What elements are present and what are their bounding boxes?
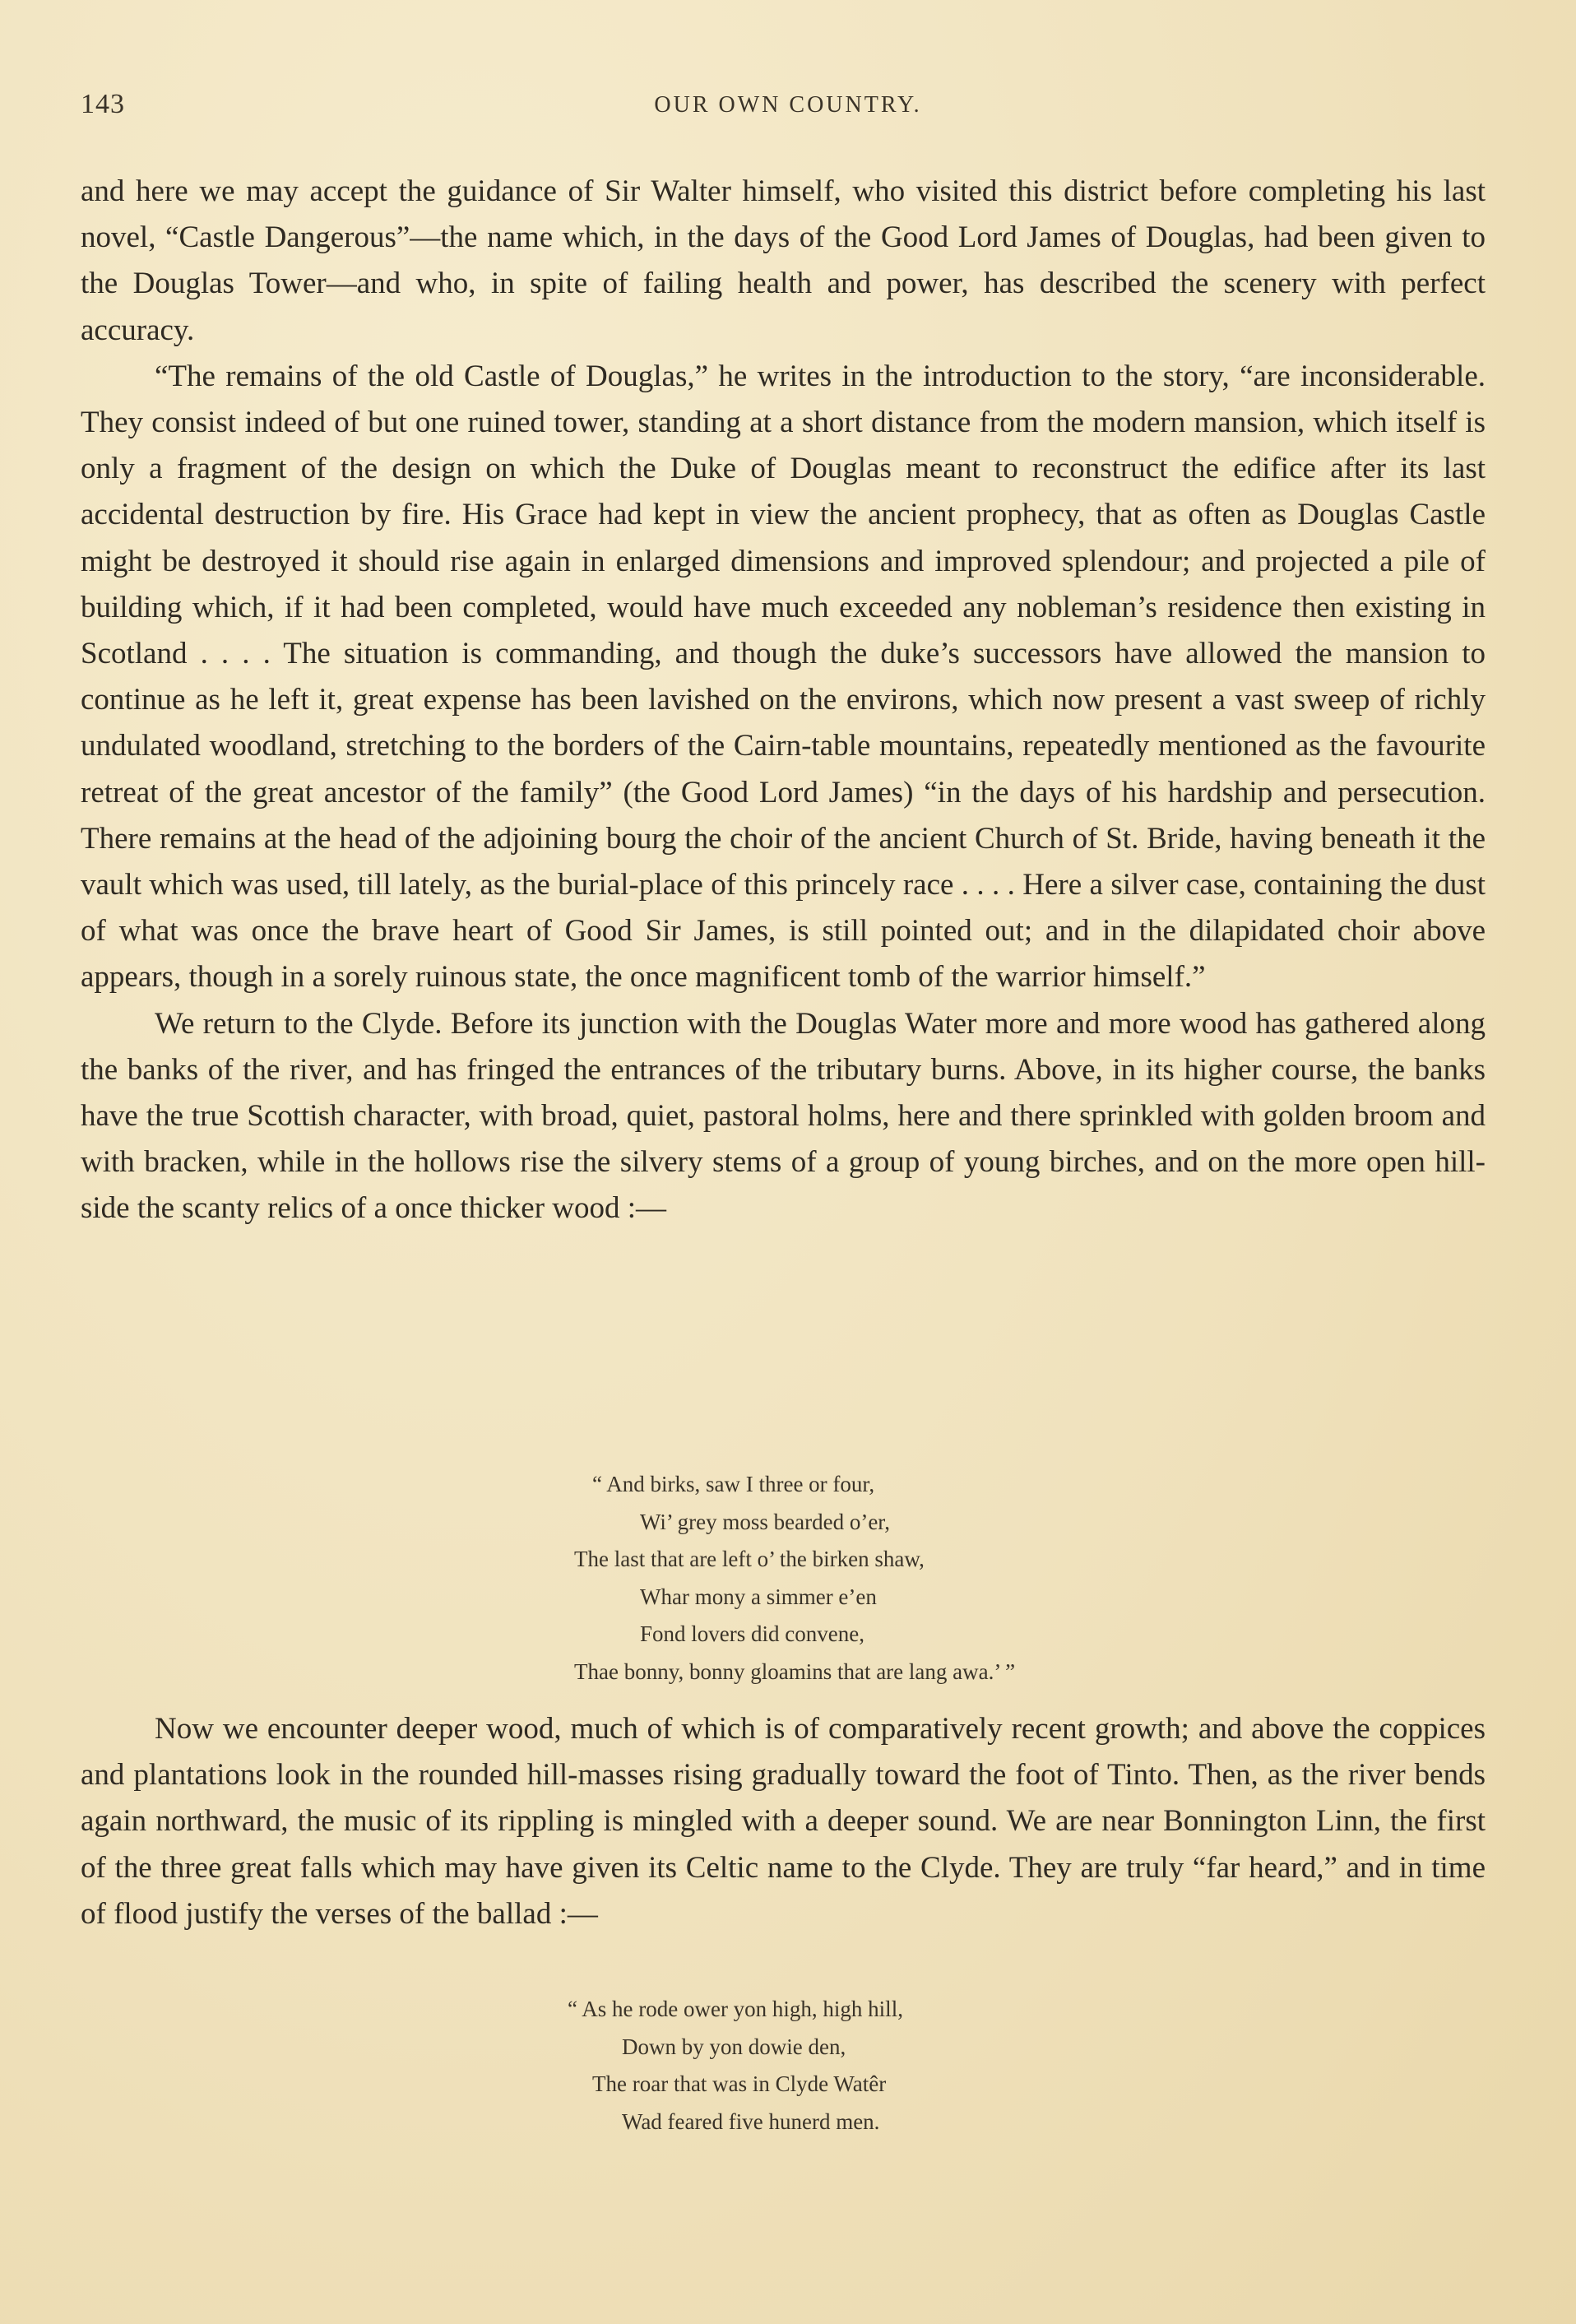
verse-line: Wi’ grey moss bearded o’er, bbox=[640, 1509, 890, 1534]
page-number: 143 bbox=[81, 89, 125, 119]
verse-line: Whar mony a simmer e’en bbox=[640, 1584, 877, 1609]
page-header bbox=[81, 89, 1495, 125]
paragraph-3: We return to the Clyde. Before its junction with the Douglas Water more and more wood has gathered along the banks of the river, and has fringed the entrances of the tributary burns. Above, in its higher course, the banks have the true Scottish character, with broad, quiet, pastoral holms, here and there sprinkled with golden broom and with bracken, while in the hollows rise the silvery stems of a group of young birches, and on the more open hill-side the scanty relics of a once thicker wood :— bbox=[81, 1006, 1486, 1226]
paragraph-2: “The remains of the old Castle of Douglas,” he writes in the introduction to the story, “are inconsiderable. They consist indeed of but one ruined tower, standing at a short distance from the modern mansion, which itself is only a fragment of the design on which the Duke of Douglas meant to reconstruct the edifice after its last accidental destruction by fire. His Grace had kept in view the ancient prophecy, that as often as Douglas Castle might be destroyed it should rise again in enlarged dimensions and improved splendour; and projected a pile of building which, if it had been completed, would have much exceeded any nobleman’s residence then existing in Scotland . . . . The situation is commanding, and though the duke’s successors have allowed the mansion to continue as he left it, great expense has been lavished on the environs, which now present a vast sweep of richly undulated woodland, stretching to the borders of the Cairn-table mountains, repeatedly mentioned as the favourite retreat of the great ancestor of the family” (the Good Lord James) “in the days of his hardship and persecution. There remains at the head of the adjoining bourg the choir of the ancient Church of St. Bride, having beneath it the vault which was used, till lately, as the burial-place of this princely race . . . . Here a silver case, containing the dust of what was once the brave heart of Good Sir James, is still pointed out; and in the dilapidated choir above appears, though in a sorely ruinous state, the once magnificent tomb of the warrior himself.” bbox=[81, 359, 1486, 995]
verse-line: “ As he rode ower yon high, high hill, bbox=[568, 1997, 903, 2021]
verse-line: The last that are left o’ the birken shaw, bbox=[574, 1547, 925, 1571]
verse-line: Thae bonny, bonny gloamins that are lang awa.’ ” bbox=[574, 1658, 1016, 1684]
verse-line: Wad feared five hunerd men. bbox=[622, 2108, 880, 2134]
verse-line: “ And birks, saw I three or four, bbox=[592, 1472, 875, 1496]
paragraph-4: Now we encounter deeper wood, much of which is of comparatively recent growth; and above the coppices and plantations look in the rounded hill-masses rising gradually toward the foot of Tinto. Then, as the river bends again northward, the music of its rippling is mingled with a deeper sound. We are near Bonnington Linn, the first of the three great falls which may have given its Celtic name to the Clyde. They are truly “far heard,” and in time of flood justify the verses of the ballad :— bbox=[81, 1712, 1486, 1931]
verse-line: The roar that was in Clyde Watêr bbox=[592, 2071, 887, 2096]
verse-line: Down by yon dowie den, bbox=[622, 2034, 846, 2059]
main-text-block bbox=[81, 169, 1486, 1232]
verse-quotation-2 bbox=[568, 1991, 903, 2141]
paragraph-1: and here we may accept the guidance of Sir Walter himself, who visited this district before completing his last novel, “Castle Dangerous”—the name which, in the days of the Good Lord James of Douglas, had been given to the Douglas Tower—and who, in spite of failing health and power, has described the scenery with perfect accuracy. bbox=[81, 174, 1486, 347]
running-head: OUR OWN COUNTRY. bbox=[654, 92, 922, 118]
verse-line: Fond lovers did convene, bbox=[640, 1621, 864, 1646]
verse-quotation-1 bbox=[574, 1466, 1016, 1691]
main-text-block-2 bbox=[81, 1706, 1486, 1937]
